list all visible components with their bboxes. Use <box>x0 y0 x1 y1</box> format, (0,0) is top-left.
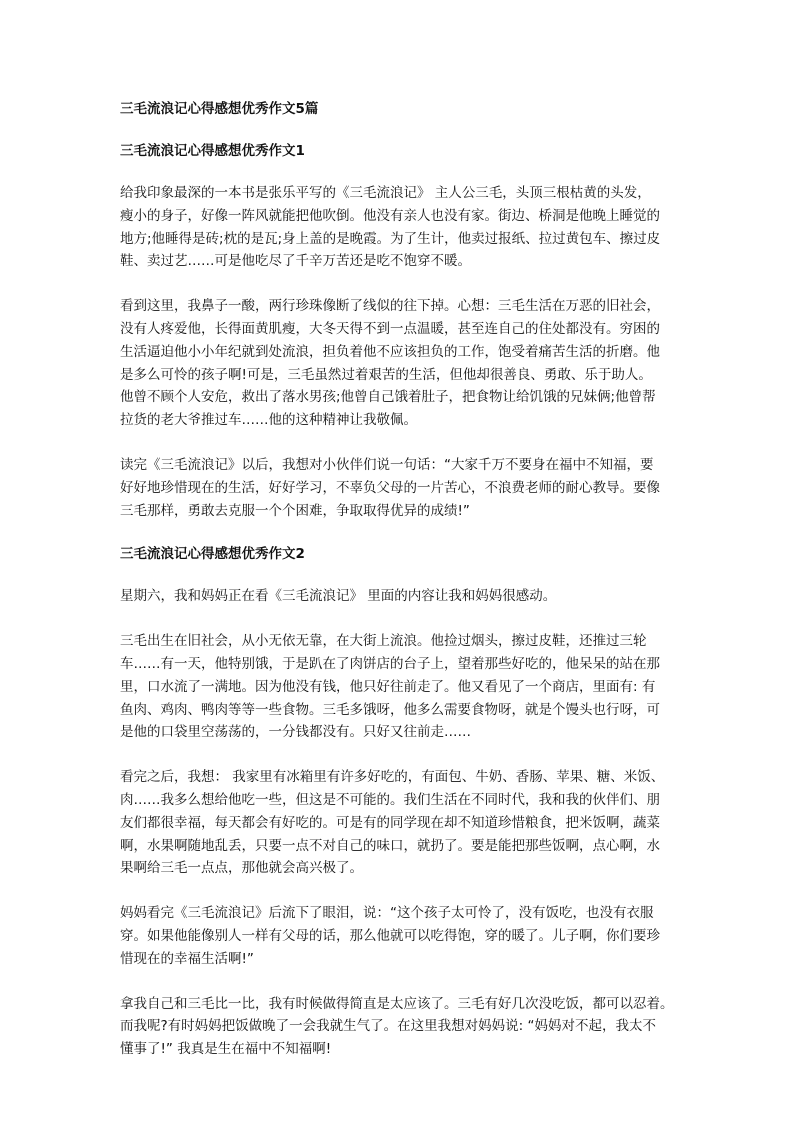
paragraph <box>120 585 680 608</box>
text-line: 是多么可怜的孩子啊!可是，三毛虽然过着艰苦的生活，但他却很善良、勇敢、乐于助人。 <box>120 366 652 383</box>
text-line: 妈妈看完《三毛流浪记》后流下了眼泪，说：“这个孩子太可怜了，没有饭吃，也没有衣服 <box>120 905 654 922</box>
document-body <box>120 141 680 1061</box>
text-line: 地方;他睡得是砖;枕的是瓦;身上盖的是晚霞。为了生计，他卖过报纸、拉过黄包车、擦过皮 <box>120 230 661 247</box>
essay-section <box>120 544 680 1061</box>
section-heading: 三毛流浪记心得感想优秀作文2 <box>120 546 305 563</box>
text-line: 三毛那样，勇敢去克服一个个困难，争取取得优异的成绩!” <box>120 502 470 519</box>
essay-section <box>120 141 680 522</box>
text-line: 三毛出生在旧社会，从小无依无靠，在大街上流浪。他捡过烟头，擦过皮鞋，还推过三轮 <box>120 633 647 650</box>
text-line: 生活逼迫他小小年纪就到处流浪，担负着他不应该担负的工作，饱受着痛苦生活的折磨。他 <box>120 343 660 360</box>
section-heading: 三毛流浪记心得感想优秀作文1 <box>120 143 305 159</box>
text-line: 瘦小的身子，好像一阵风就能把他吹倒。他没有亲人也没有家。街边、桥洞是他晚上睡觉的 <box>120 207 660 224</box>
text-line: 鱼肉、鸡肉、鸭肉等等一些食物。三毛多饿呀，他多么需要食物呀，就是个馒头也行呀，可 <box>120 701 660 718</box>
text-line: 看完之后，我想： 我家里有冰箱里有许多好吃的，有面包、牛奶、香肠、苹果、糖、米饭、 <box>120 769 665 786</box>
document-page <box>120 99 680 1083</box>
paragraph <box>120 295 680 432</box>
paragraph <box>120 454 680 522</box>
text-line: 友们都很幸福，每天都会有好吃的。可是有的同学现在却不知道珍惜粮食，把米饭啊，蔬菜 <box>120 814 660 831</box>
text-line: 穿。如果他能像别人一样有父母的话，那么他就可以吃得饱，穿的暖了。儿子啊，你们要珍 <box>120 927 660 944</box>
text-line: 星期六，我和妈妈正在看《三毛流浪记》 里面的内容让我和妈妈很感动。 <box>120 588 557 605</box>
paragraph <box>120 766 680 880</box>
text-line: 没有人疼爱他，长得面黄肌瘦，大冬天得不到一点温暖，甚至连自己的住处都没有。穷困的 <box>120 320 660 337</box>
paragraph <box>120 993 680 1061</box>
text-line: 看到这里，我鼻子一酸，两行珍珠像断了线似的往下掉。心想：三毛生活在万恶的旧社会， <box>120 298 660 315</box>
text-line: 拿我自己和三毛比一比，我有时候做得简直是太应该了。三毛有好几次没吃饭，都可以忍着。 <box>120 995 674 1012</box>
paragraph <box>120 630 680 744</box>
text-line: 懂事了!” 我真是生在福中不知福啊! <box>120 1041 332 1058</box>
text-line: 肉……我多么想给他吃一些，但这是不可能的。我们生活在不同时代，我和我的伙伴们、朋 <box>120 791 660 808</box>
text-line: 里，口水流了一满地。因为他没有钱，他只好往前走了。他又看见了一个商店，里面有: 有 <box>120 678 656 695</box>
text-line: 是他的口袋里空荡荡的，一分钱都没有。只好又往前走…… <box>120 724 471 741</box>
text-line: 好好地珍惜现在的生活，好好学习，不辜负父母的一片苦心，不浪费老师的耐心教导。要像 <box>120 479 660 496</box>
text-line: 拉货的老大爷推过车……他的这种精神让我敬佩。 <box>120 412 417 429</box>
text-line: 惜现在的幸福生活啊!” <box>120 950 254 967</box>
text-line: 给我印象最深的一本书是张乐平写的《三毛流浪记》 主人公三毛，头顶三根枯黄的头发， <box>120 185 651 201</box>
text-line: 而我呢?有时妈妈把饭做晚了一会我就生气了。在这里我想对妈妈说: “妈妈对不起，我太不 <box>120 1018 656 1035</box>
text-line: 车……有一天，他特别饿，于是趴在了肉饼店的台子上，望着那些好吃的，他呆呆的站在那 <box>120 655 660 672</box>
text-line: 读完《三毛流浪记》以后，我想对小伙伴们说一句话：“大家千万不要身在福中不知福，要 <box>120 456 654 473</box>
text-line: 鞋、卖过艺……可是他吃尽了千辛万苦还是吃不饱穿不暖。 <box>120 253 471 270</box>
document-title: 三毛流浪记心得感想优秀作文5篇 <box>120 101 319 117</box>
paragraph <box>120 182 680 273</box>
text-line: 果啊给三毛一点点，那他就会高兴极了。 <box>120 860 363 877</box>
paragraph <box>120 902 680 970</box>
text-line: 他曾不顾个人安危，救出了落水男孩;他曾自己饿着肚子，把食物让给饥饿的兄妹俩;他曾帮 <box>120 389 656 406</box>
text-line: 啊，水果啊随地乱丢，只要一点不对自己的味口，就扔了。要是能把那些饭啊，点心啊，水 <box>120 837 660 854</box>
